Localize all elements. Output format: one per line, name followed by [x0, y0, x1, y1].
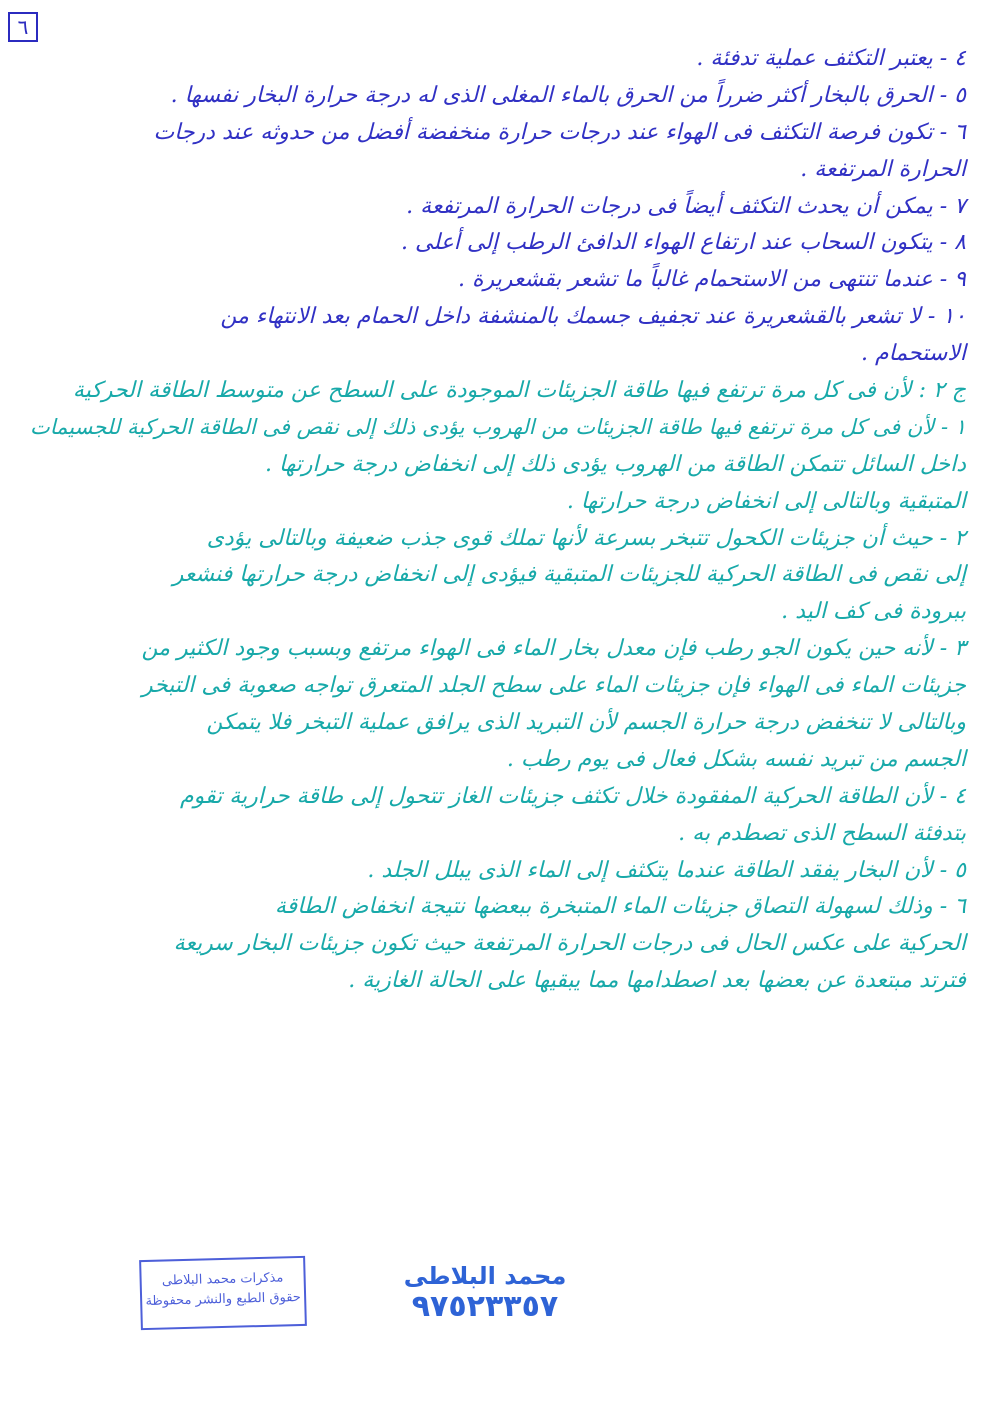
note-line: ٨ - يتكون السحاب عند ارتفاع الهواء الدافئ الرطب إلى أعلى . [401, 230, 966, 256]
author-name: محمد البلاطى [403, 1262, 567, 1290]
note-line: ٩ - عندما تنتهى من الاستحمام غالباً ما تشعر بقشعريرة . [457, 267, 966, 293]
note-line: ٣ - لأنه حين يكون الجو رطب فإن معدل بخار الماء فى الهواء مرتفع وبسبب وجود الكثير من [141, 636, 966, 662]
note-line: ٤ - لأن الطاقة الحركية المفقودة خلال تكثف جزيئات الغاز تتحول إلى طاقة حرارية تقوم [180, 783, 966, 809]
copyright-stamp [139, 1256, 307, 1330]
note-line: جزيئات الماء فى الهواء فإن جزيئات الماء على سطح الجلد المتعرق تواجه صعوبة فى التبخر [141, 673, 966, 699]
note-line: ٢ - حيث أن جزيئات الكحول تتبخر بسرعة لأنها تملك قوى جذب ضعيفة وبالتالى يؤدى [206, 525, 966, 551]
note-line: ٤ - يعتبر التكثف عملية تدفئة . [696, 46, 966, 71]
note-line: وبالتالى لا تنخفض درجة حرارة الجسم لأن التبريد الذى يرافق عملية التبخر فلا يتمكن [206, 710, 966, 736]
note-line: فترتد مبتعدة عن بعضها بعد اصطدامها مما يبقيها على الحالة الغازية . [348, 968, 966, 994]
page-number: ٦ [8, 12, 38, 42]
note-line: ٥ - الحرق بالبخار أكثر ضرراً من الحرق بالماء المغلى الذى له درجة حرارة البخار نفسها . [170, 82, 966, 108]
stamp-line-2: حقوق الطبع والنشر محفوظة [145, 1289, 302, 1310]
author-phone: ٩٧٥٢٣٣٥٧ [411, 1289, 559, 1324]
note-line: داخل السائل تتمكن الطاقة من الهروب يؤدى ذلك إلى انخفاض درجة حرارتها . [264, 451, 966, 477]
note-line: الحركية على عكس الحال فى درجات الحرارة المرتفعة حيث تكون جزيئات البخار سريعة [173, 931, 966, 957]
note-line: ١٠ - لا تشعر بالقشعريرة عند تجفيف جسمك بالمنشفة داخل الحمام بعد الانتهاء من [220, 304, 966, 330]
note-line: ببرودة فى كف اليد . [781, 599, 966, 625]
note-line: الاستحمام . [861, 341, 966, 367]
note-line: الحرارة المرتفعة . [800, 156, 966, 182]
note-line: ٧ - يمكن أن يحدث التكثف أيضاً فى درجات الحرارة المرتفعة . [406, 193, 966, 219]
author-signature [400, 1262, 570, 1324]
note-line: ١ - لأن فى كل مرة ترتفع فيها طاقة الجزيئات من الهروب يؤدى ذلك إلى نقص فى الطاقة الحركية للجسيمات [29, 414, 966, 439]
note-line: ٦ - تكون فرصة التكثف فى الهواء عند درجات حرارة منخفضة أفضل من حدوثه عند درجات [153, 119, 966, 145]
note-line: المتبقية وبالتالى إلى انخفاض درجة حرارتها . [566, 488, 966, 514]
note-line: ج ٢ : لأن فى كل مرة ترتفع فيها طاقة الجزيئات الموجودة على السطح عن متوسط الطاقة الحركية [72, 378, 966, 404]
note-line: الجسم من تبريد نفسه بشكل فعال فى يوم رطب . [506, 746, 966, 772]
note-line: إلى نقص فى الطاقة الحركية للجزيئات المتبقية فيؤدى إلى انخفاض درجة حرارتها فنشعر [172, 562, 966, 588]
note-line: بتدفئة السطح الذى تصطدم به . [678, 820, 966, 846]
stamp-line-1: مذكرات محمد البلاطى [161, 1270, 284, 1289]
handwritten-notes [18, 44, 966, 1003]
note-line: ٦ - وذلك لسهولة التصاق جزيئات الماء المتبخرة ببعضها نتيجة انخفاض الطاقة [274, 894, 966, 920]
note-line: ٥ - لأن البخار يفقد الطاقة عندما يتكثف إلى الماء الذى يبلل الجلد . [367, 857, 966, 883]
